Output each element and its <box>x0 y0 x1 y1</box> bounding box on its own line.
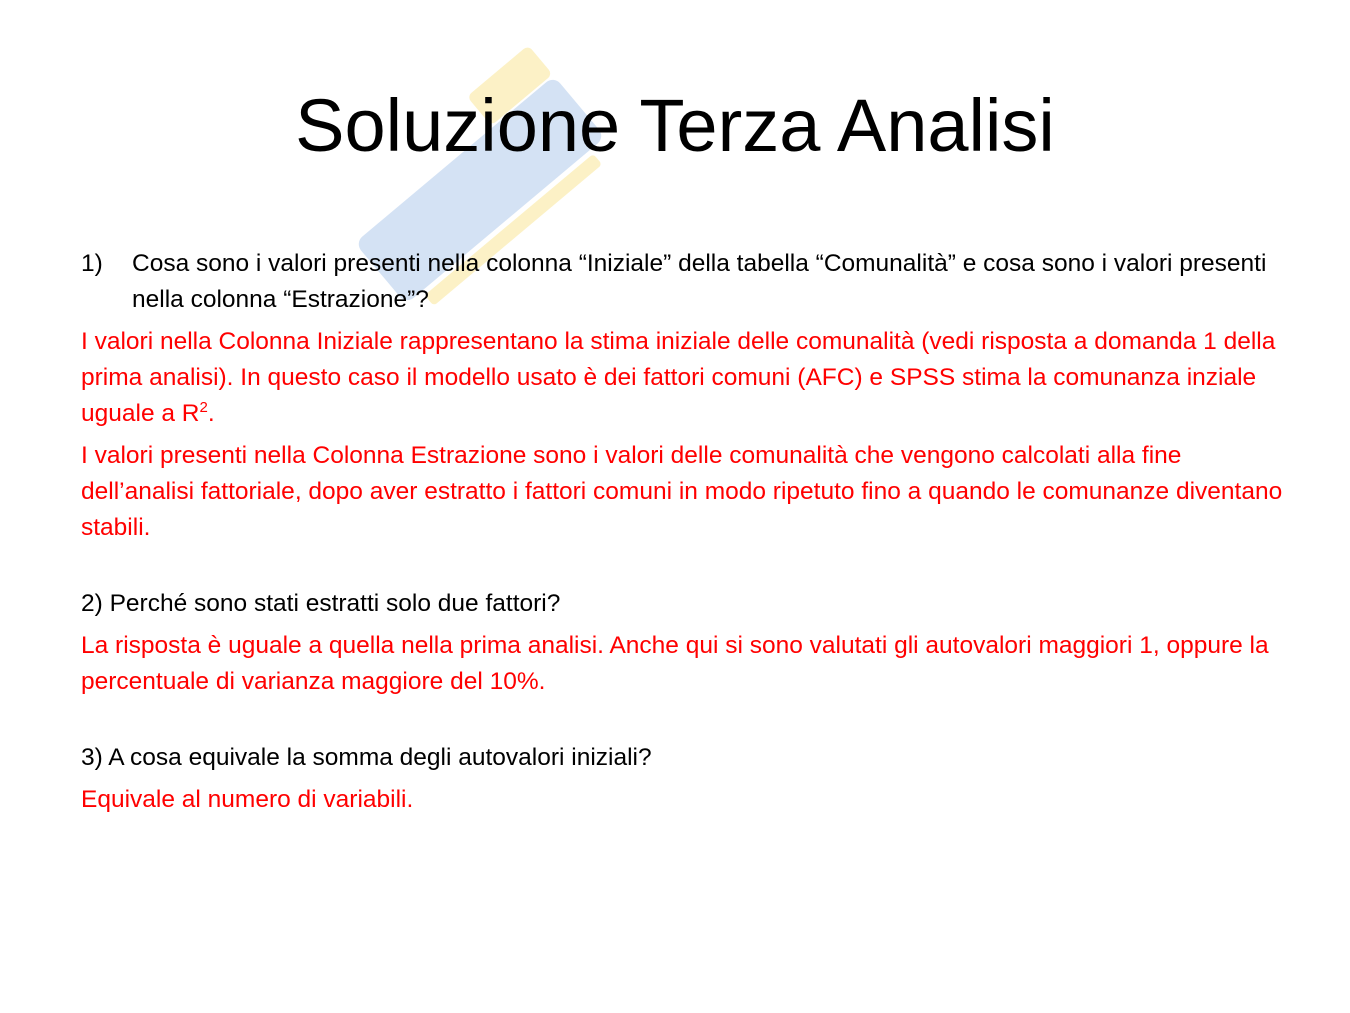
answer-1-paragraph-2: I valori presenti nella Colonna Estrazione sono i valori delle comunalità che vengono calcolati alla fine dell’analisi fattoriale, dopo aver estratto i fattori comuni in modo ripetuto fino a quando le comunanze diventano stabili. <box>81 442 1283 541</box>
question-3: 3) A cosa equivale la somma degli autovalori iniziali? <box>81 744 652 771</box>
answer-1-superscript: 2 <box>199 399 208 416</box>
answer-1-paragraph-1-text: I valori nella Colonna Iniziale rappresentano la stima iniziale delle comunalità (vedi risposta a domanda 1 della prima analisi). In questo caso il modello usato è dei fattori comuni (AFC) e SPSS stima la comunanza inziale uguale a R <box>81 328 1276 427</box>
answer-1-paragraph-1-end: . <box>207 400 215 427</box>
question-1-number: 1) <box>81 250 103 277</box>
question-1-text: Cosa sono i valori presenti nella colonna “Iniziale” della tabella “Comunalità” e cosa sono i valori presenti nella colonna “Estrazione”? <box>132 250 1267 313</box>
answer-2: La risposta è uguale a quella nella prima analisi. Anche qui si sono valutati gli autovalori maggiori 1, oppure la percentuale di varianza maggiore del 10%. <box>81 632 1269 695</box>
answer-1-paragraph-1 <box>81 324 1291 432</box>
slide-body <box>81 246 1291 818</box>
answer-3: Equivale al numero di variabili. <box>81 786 414 813</box>
slide-title: Soluzione Terza Analisi <box>295 84 1055 167</box>
question-2: 2) Perché sono stati estratti solo due fattori? <box>81 590 561 617</box>
question-1 <box>81 246 1291 318</box>
